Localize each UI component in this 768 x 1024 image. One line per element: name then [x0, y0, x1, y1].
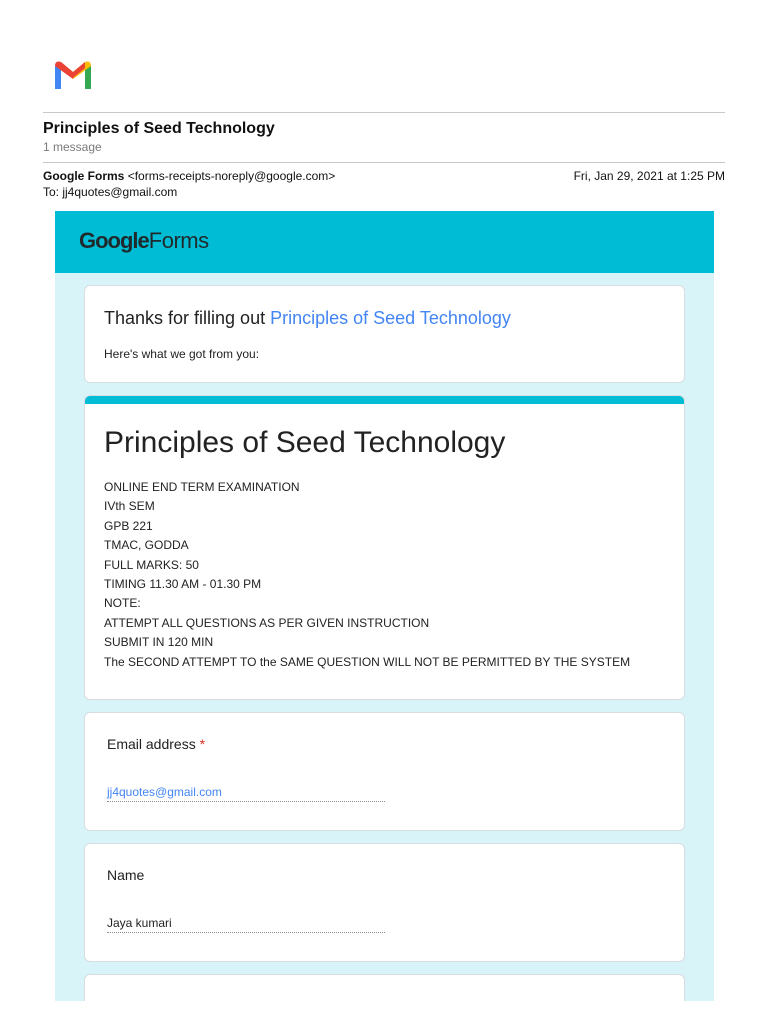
description-line: ONLINE END TERM EXAMINATION	[104, 480, 300, 494]
sender-name: Google Forms	[43, 169, 125, 183]
subject-divider	[43, 162, 725, 163]
header-divider	[43, 112, 725, 113]
forms-logo-forms: Forms	[148, 228, 209, 253]
question-card-email	[84, 712, 685, 831]
name-question-label: Name	[107, 867, 145, 883]
description-line: The SECOND ATTEMPT TO the SAME QUESTION WILL NOT BE PERMITTED BY THE SYSTEM	[104, 654, 631, 669]
thanks-prefix: Thanks for filling out	[104, 308, 271, 328]
question-label	[107, 736, 205, 752]
to-line: To: jj4quotes@gmail.com	[43, 185, 178, 199]
from-line	[43, 169, 335, 183]
description-line: TIMING 11.30 AM - 01.30 PM	[104, 577, 262, 592]
form-description	[104, 478, 630, 672]
description-line: SUBMIT IN 120 MIN	[104, 635, 214, 650]
question-card-name	[84, 843, 685, 962]
description-line: ATTEMPT ALL QUESTIONS AS PER GIVEN INSTRUCTION	[104, 615, 430, 630]
form-link[interactable]: Principles of Seed Technology	[270, 308, 511, 328]
message-count: 1 message	[43, 140, 102, 154]
card-accent-bar	[84, 395, 685, 404]
name-answer: Jaya kumari	[107, 916, 385, 933]
sender-address: <forms-receipts-noreply@google.com>	[127, 169, 336, 183]
google-forms-receipt	[55, 211, 714, 1001]
form-title: Principles of Seed Technology	[104, 426, 506, 459]
email-subject: Principles of Seed Technology	[43, 120, 275, 137]
email-answer-link[interactable]: jj4quotes@gmail.com	[107, 785, 385, 802]
form-description-card	[84, 395, 685, 700]
email-question-label: Email address	[107, 736, 196, 752]
got-from-you-text: Here's what we got from you:	[104, 347, 260, 361]
question-card-partial	[84, 974, 685, 1001]
thanks-card	[84, 285, 685, 383]
description-line: GPB 221	[104, 518, 153, 533]
thanks-message	[104, 308, 511, 329]
description-line: TMAC, GODDA	[104, 538, 189, 553]
forms-header-banner	[55, 211, 714, 273]
forms-logo-google: Google	[79, 228, 149, 253]
description-line: IVth SEM	[104, 499, 155, 514]
description-line: NOTE:	[104, 596, 141, 611]
required-asterisk: *	[199, 736, 206, 752]
google-forms-logo	[79, 228, 209, 254]
description-line: FULL MARKS: 50	[104, 557, 199, 572]
email-date: Fri, Jan 29, 2021 at 1:25 PM	[573, 169, 725, 183]
gmail-logo-icon	[52, 58, 94, 90]
